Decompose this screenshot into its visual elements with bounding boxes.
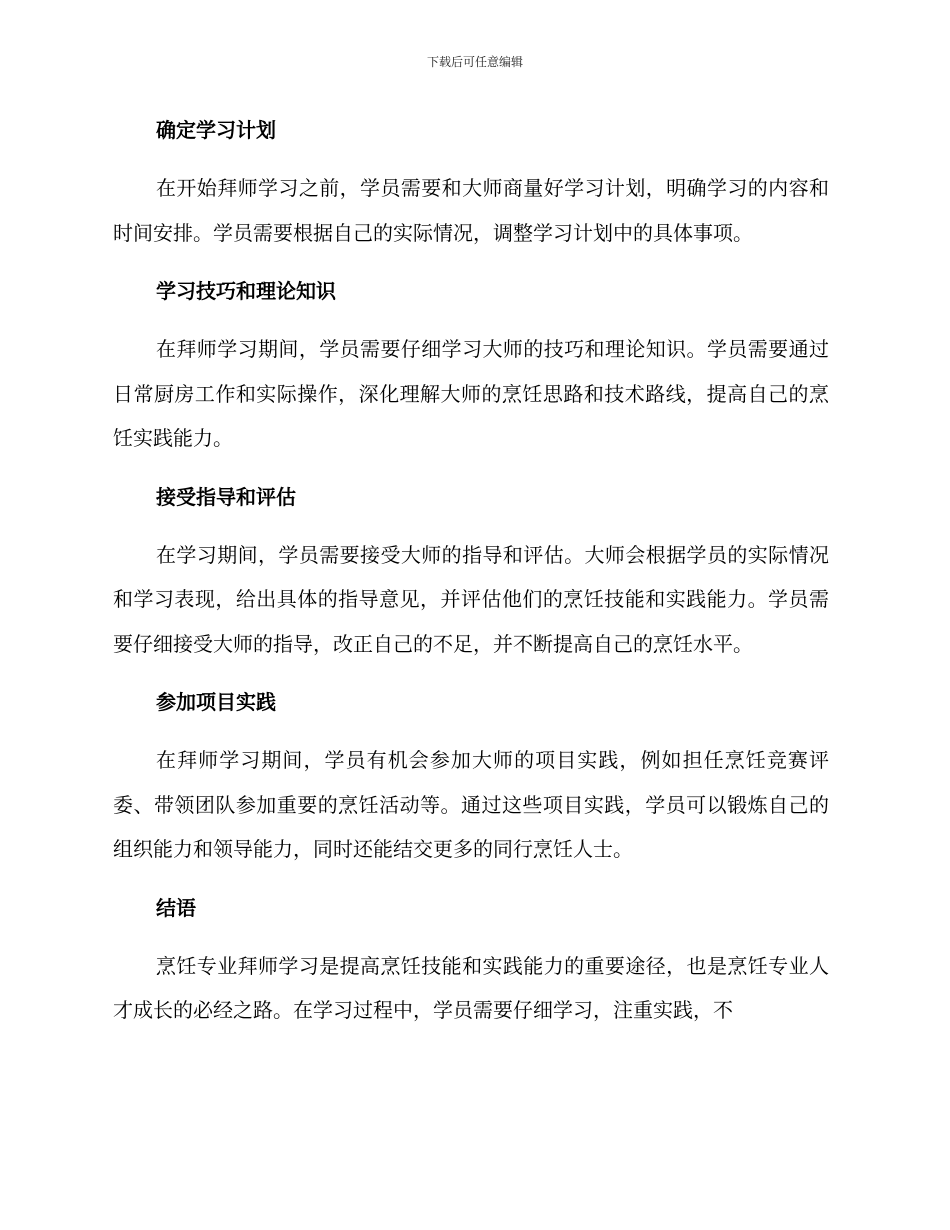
section-paragraph: 在拜师学习期间，学员有机会参加大师的项目实践，例如担任烹饪竞赛评委、带领团队参加重要的烹饪活动等。通过这些项目实践，学员可以锻炼自己的组织能力和领导能力，同时还能结交更多的同行烹饪人士。 [113,748,829,861]
section-paragraph: 在拜师学习期间，学员需要仔细学习大师的技巧和理论知识。学员需要通过日常厨房工作和实际操作，深化理解大师的烹饪思路和技术路线，提高自己的烹饪实践能力。 [113,337,829,450]
section-heading: 学习技巧和理论知识 [156,279,336,303]
section-skills-theory [113,269,829,461]
section-heading: 结语 [156,895,196,920]
section-guidance-evaluation [113,475,829,667]
section-study-plan [113,108,829,255]
section-paragraph: 烹饪专业拜师学习是提高烹饪技能和实践能力的重要途径，也是烹饪专业人才成长的必经之路。在学习过程中，学员需要仔细学习，注重实践，不 [113,953,829,1022]
section-conclusion [113,886,829,1033]
section-paragraph: 在学习期间，学员需要接受大师的指导和评估。大师会根据学员的实际情况和学习表现，给出具体的指导意见，并评估他们的烹饪技能和实践能力。学员需要仔细接受大师的指导，改正自己的不足，并不断提高自己的烹饪水平。 [113,542,829,656]
page-header-note: 下载后可任意编辑 [426,55,523,69]
section-paragraph: 在开始拜师学习之前，学员需要和大师商量好学习计划，明确学习的内容和时间安排。学员需要根据自己的实际情况，调整学习计划中的具体事项。 [113,176,829,245]
section-heading: 接受指导和评估 [156,484,296,509]
section-heading: 确定学习计划 [156,118,276,142]
section-heading: 参加项目实践 [156,690,276,714]
document-body [113,108,829,1047]
section-project-practice [113,680,829,872]
